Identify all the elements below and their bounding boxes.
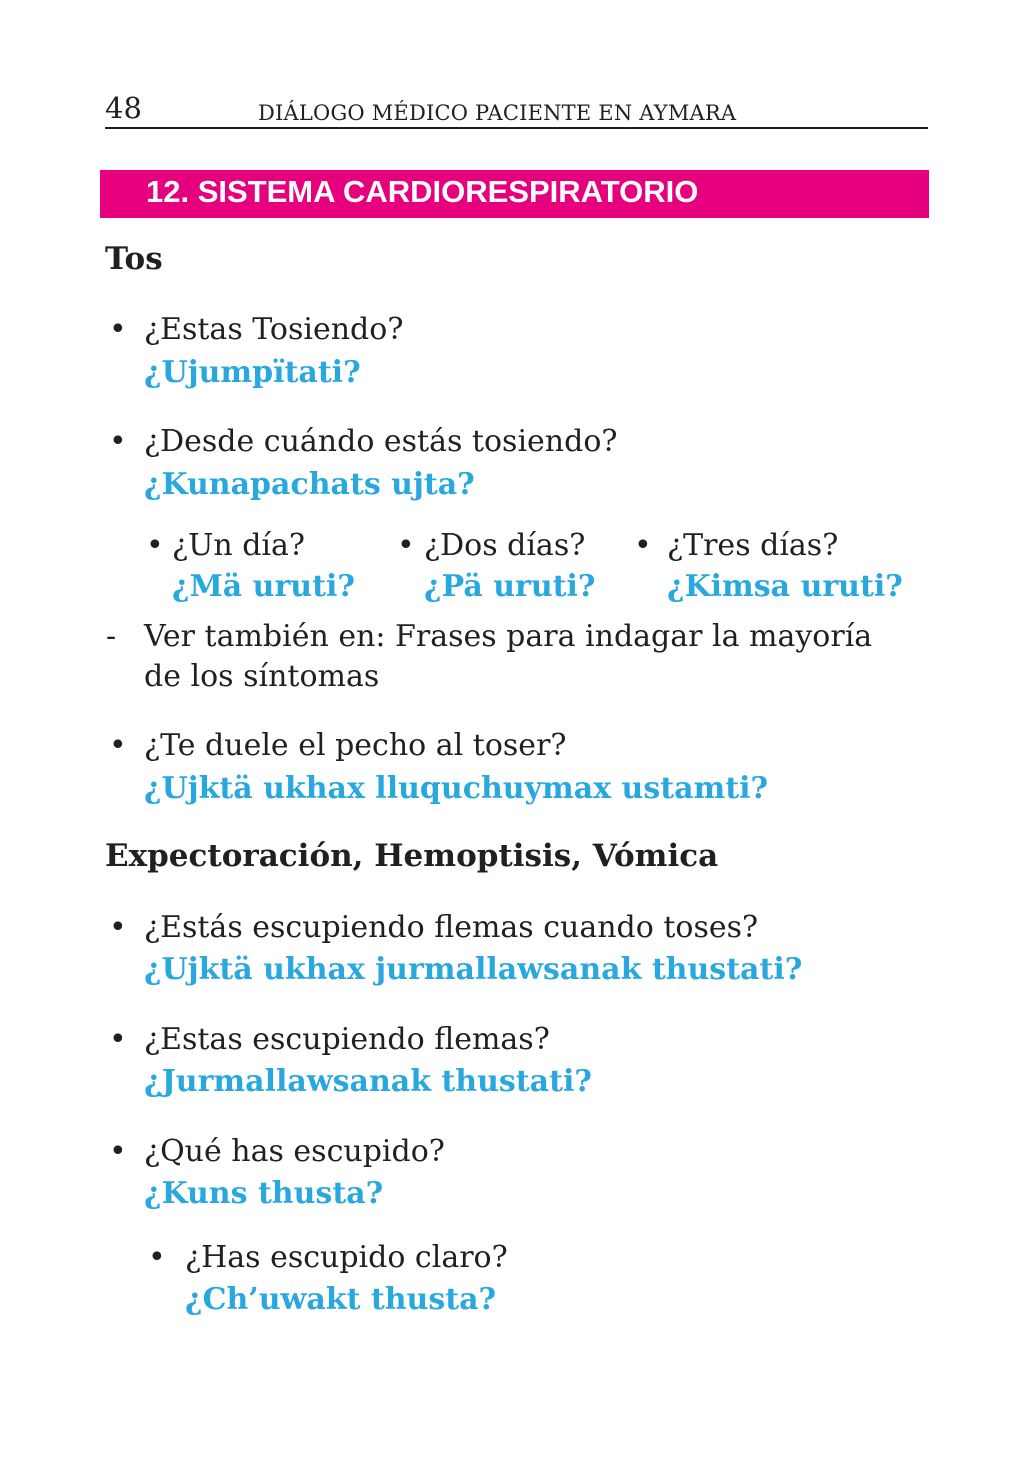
option-spanish: ¿Un día? <box>172 528 305 563</box>
question-spanish: ¿Qué has escupido? <box>144 1134 445 1169</box>
bullet-icon: • <box>109 1022 127 1057</box>
question-aymara: ¿Ch’uwakt thusta? <box>185 1282 497 1317</box>
question-spanish: ¿Has escupido claro? <box>185 1240 508 1275</box>
question-aymara: ¿Ujktä ukhax lluquchuymax ustamti? <box>144 771 769 806</box>
option-spanish: ¿Dos días? <box>424 528 586 563</box>
bullet-icon: • <box>109 1134 127 1169</box>
bullet-icon: • <box>109 312 127 347</box>
question-spanish: ¿Estas Tosiendo? <box>144 312 404 347</box>
bullet-icon: • <box>109 910 127 945</box>
question-aymara: ¿Kunapachats ujta? <box>144 467 475 502</box>
question-spanish: ¿Estás escupiendo flemas cuando toses? <box>144 910 759 945</box>
bullet-icon: • <box>397 528 415 563</box>
subheading-tos: Tos <box>105 241 163 277</box>
question-spanish: ¿Te duele el pecho al toser? <box>144 728 567 763</box>
question-spanish: ¿Estas escupiendo flemas? <box>144 1022 550 1057</box>
bullet-icon: • <box>109 424 127 459</box>
subheading-expectoracion: Expectoración, Hemoptisis, Vómica <box>105 838 719 874</box>
note-dash: - <box>106 619 117 654</box>
option-aymara: ¿Pä uruti? <box>424 569 596 604</box>
section-title: 12. SISTEMA CARDIORESPIRATORIO <box>146 174 699 209</box>
question-aymara: ¿Jurmallawsanak thustati? <box>144 1064 592 1099</box>
option-aymara: ¿Mä uruti? <box>172 569 355 604</box>
bullet-icon: • <box>109 728 127 763</box>
question-aymara: ¿Kuns thusta? <box>144 1176 384 1211</box>
question-spanish: ¿Desde cuándo estás tosiendo? <box>144 424 618 459</box>
running-title: DIÁLOGO MÉDICO PACIENTE EN AYMARA <box>258 101 737 125</box>
note-text-line1: Ver también en: Frases para indagar la mayoría <box>144 619 873 654</box>
page-number: 48 <box>105 91 142 125</box>
option-aymara: ¿Kimsa uruti? <box>667 569 903 604</box>
bullet-icon: • <box>634 528 652 563</box>
bullet-icon: • <box>146 528 164 563</box>
bullet-icon: • <box>148 1240 166 1275</box>
question-aymara: ¿Ujumpïtati? <box>144 355 361 390</box>
note-text-line2: de los síntomas <box>144 659 380 694</box>
header-rule <box>105 127 928 129</box>
option-spanish: ¿Tres días? <box>667 528 839 563</box>
question-aymara: ¿Ujktä ukhax jurmallawsanak thustati? <box>144 952 803 987</box>
